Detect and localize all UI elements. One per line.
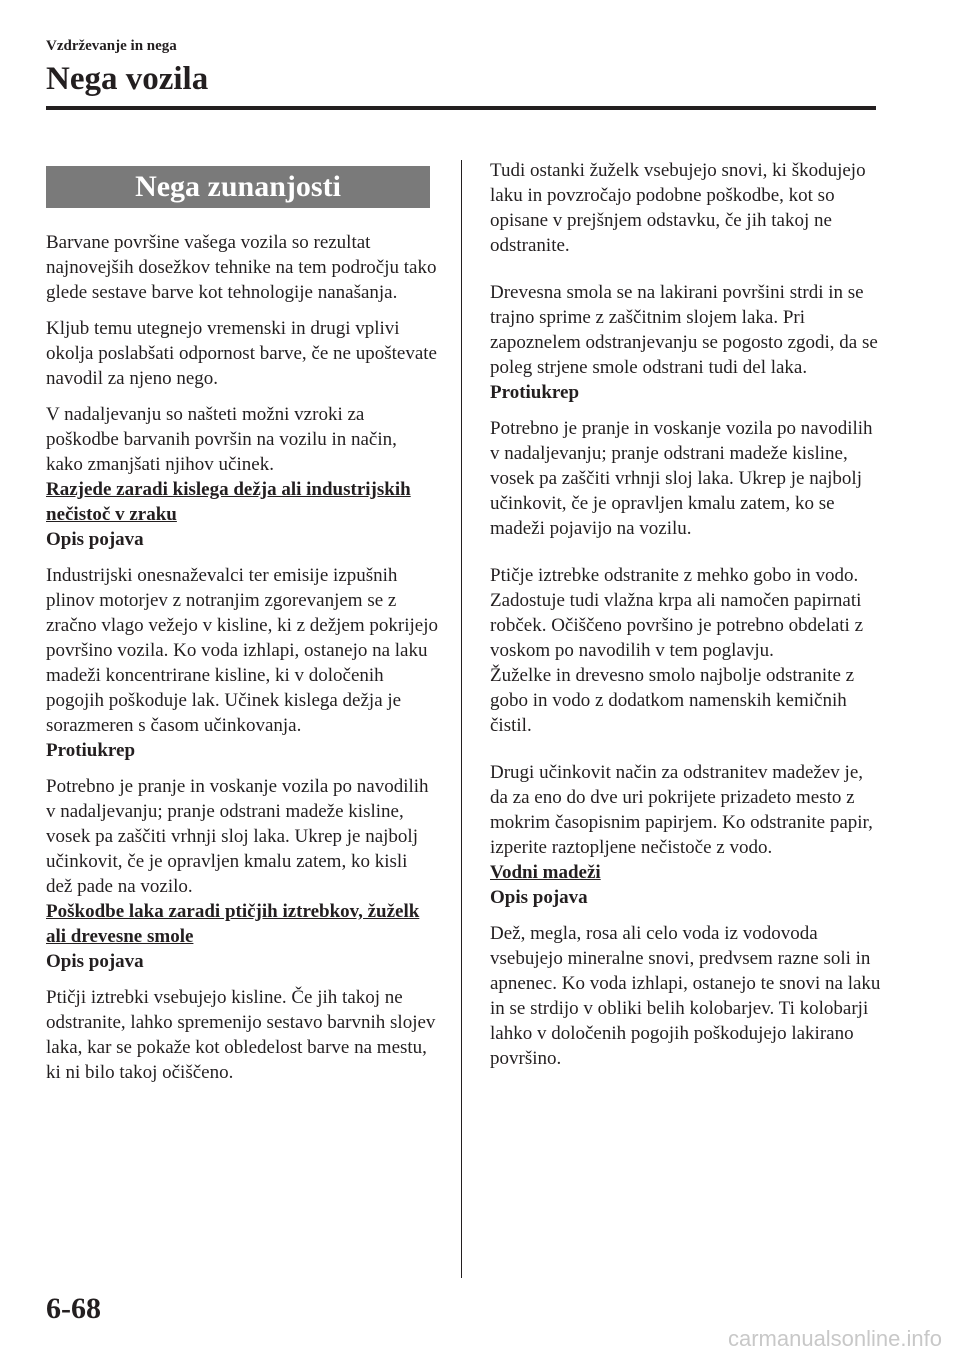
measure-paragraph: Potrebno je pranje in voskanje vozila po navodilih v nadaljevanju; pranje odstrani madeže kisline, vosek pa zaščiti vrhnji sloj laka. Ukrep je najbolj učinkovit, če je opravljen kmalu zatem, ko se madeži pojavijo na vozilu.	[490, 418, 873, 539]
resin-paragraph: Drevesna smola se na lakirani površini strdi in se trajno sprime z zaščitnim slojem laka. Pri zapoznelem odstranjevanju se pogosto zgodi, da se poleg strjene smole odstrani tudi del laka.	[490, 282, 878, 378]
page-title: Nega vozila	[46, 61, 209, 97]
watermark: carmanualsonline.info	[727, 1326, 942, 1351]
acid-rain-heading: Razjede zaradi kislega dežja ali industrijskih nečistoč v zraku	[46, 479, 411, 525]
bird-description: Ptičji iztrebki vsebujejo kisline. Če jih takoj ne odstranite, lahko spremenijo sestavo barvnih slojev laka, kar se pokaže kot obledelost barve na mestu, ki ni bilo takoj očiščeno.	[46, 987, 436, 1083]
intro-paragraph-1: Barvane površine vašega vozila so rezultat najnovejših dosežkov tehnike na tem področju tako glede sestave barve kot tehnologije nanašanja.	[46, 232, 437, 303]
insects-resin-paragraph: Žuželke in drevesno smolo najbolje odstranite z gobo in vodo z dodatkom namenskih kemičnih čistil.	[490, 665, 855, 736]
water-spots-heading: Vodni madeži	[490, 862, 601, 883]
page-number: 6-68	[46, 1292, 101, 1325]
acid-measure-heading: Protiukrep	[46, 740, 136, 761]
droppings-paragraph: Ptičje iztrebke odstranite z mehko gobo in vodo. Zadostuje tudi vlažna krpa ali namočen papirnati robček. Očiščeno površino je potrebno obdelati z voskom po navodilih v tem poglavju.	[490, 565, 864, 661]
intro-paragraph-3: V nadaljevanju so našteti možni vzroki za poškodbe barvanih površin na vozilu in način, kako zmanjšati njihov učinek.	[46, 404, 397, 475]
column-divider	[461, 160, 462, 1278]
bird-droppings-heading: Poškodbe laka zaradi ptičjih iztrebkov, žuželk ali drevesne smole	[46, 901, 420, 947]
water-description-heading: Opis pojava	[490, 887, 588, 908]
acid-description: Industrijski onesnaževalci ter emisije izpušnih plinov motorjev z notranjim zgorevanjem se z zračno vlago vežejo v kisline, ki z dežjem pokrijejo površino vozila. Ko voda izhlapi, ostanejo na laku madeži koncentrirane kisline, ki v določenih pogojih poškoduje lak. Učinek kislega dežja je sorazmeren s časom učinkovanja.	[46, 565, 438, 736]
right-column	[490, 158, 885, 1071]
section-banner: Nega zunanjosti	[46, 166, 430, 208]
bird-description-heading: Opis pojava	[46, 951, 144, 972]
acid-description-heading: Opis pojava	[46, 529, 144, 550]
title-rule	[46, 106, 876, 110]
measure-heading: Protiukrep	[490, 382, 580, 403]
insects-paragraph: Tudi ostanki žuželk vsebujejo snovi, ki škodujejo laku in povzročajo podobne poškodbe, kot so opisane v prejšnjem odstavku, če jih takoj ne odstranite.	[490, 160, 866, 256]
left-column	[46, 230, 438, 1085]
intro-paragraph-2: Kljub temu utegnejo vremenski in drugi vplivi okolja poslabšati odpornost barve, če ne upoštevate navodil za njeno nego.	[46, 318, 437, 389]
breadcrumb: Vzdrževanje in nega	[46, 38, 177, 54]
other-method-paragraph: Drugi učinkovit način za odstranitev madežev je, da za eno do dve uri pokrijete prizadeto mesto z mokrim časopisnim papirjem. Ko odstranite papir, izperite raztopljene nečistoče z vodo.	[490, 762, 873, 858]
acid-measure: Potrebno je pranje in voskanje vozila po navodilih v nadaljevanju; pranje odstrani madeže kisline, vosek pa zaščiti vrhnji sloj laka. Ukrep je najbolj učinkovit, če je opravljen kmalu zatem, ko kisli dež pade na vozilo.	[46, 776, 429, 897]
water-description: Dež, megla, rosa ali celo voda iz vodovoda vsebujejo mineralne snovi, predvsem razne soli in apnenec. Ko voda izhlapi, ostanejo te snovi na laku in se strdijo v obliki belih kolobarjev. Ti kolobarji lahko v določenih pogojih poškodujejo lakirano površino.	[490, 923, 881, 1069]
